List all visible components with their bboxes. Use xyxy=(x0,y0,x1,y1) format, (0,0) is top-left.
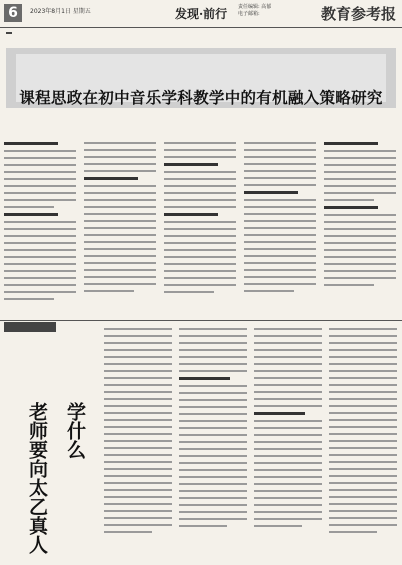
page-number: 6 xyxy=(4,4,22,22)
text-column-3 xyxy=(164,142,236,298)
header-rule xyxy=(0,27,402,28)
issue-date: 2023年8月1日 星期五 xyxy=(30,8,91,15)
editor-info xyxy=(238,4,271,18)
column-tag xyxy=(6,32,12,34)
bottom-column-1 xyxy=(104,328,172,538)
bottom-title-line2: 学什么 xyxy=(64,402,86,459)
newspaper-brand: 教育参考报 xyxy=(320,5,396,23)
page-header xyxy=(0,0,402,28)
bottom-article xyxy=(4,322,398,562)
text-column-5 xyxy=(324,142,396,291)
text-column-1 xyxy=(4,142,76,305)
editor-email: 电子邮箱: xyxy=(238,11,260,17)
bottom-column-tag xyxy=(4,322,56,332)
bottom-column-2 xyxy=(179,328,247,532)
bottom-column-4 xyxy=(329,328,397,538)
article-headline: 课程思政在初中音乐学科教学中的有机融入策略研究 xyxy=(19,88,383,107)
top-article xyxy=(4,30,398,320)
editor-name: 责任编辑: 高郁 xyxy=(238,4,272,10)
text-column-4 xyxy=(244,142,316,297)
bottom-column-3 xyxy=(254,328,322,532)
section-divider xyxy=(0,320,402,321)
text-column-2 xyxy=(84,142,156,297)
bottom-title-line1: 老师要向太乙真人 xyxy=(26,402,48,554)
section-title: 发现·前行 xyxy=(175,7,228,21)
